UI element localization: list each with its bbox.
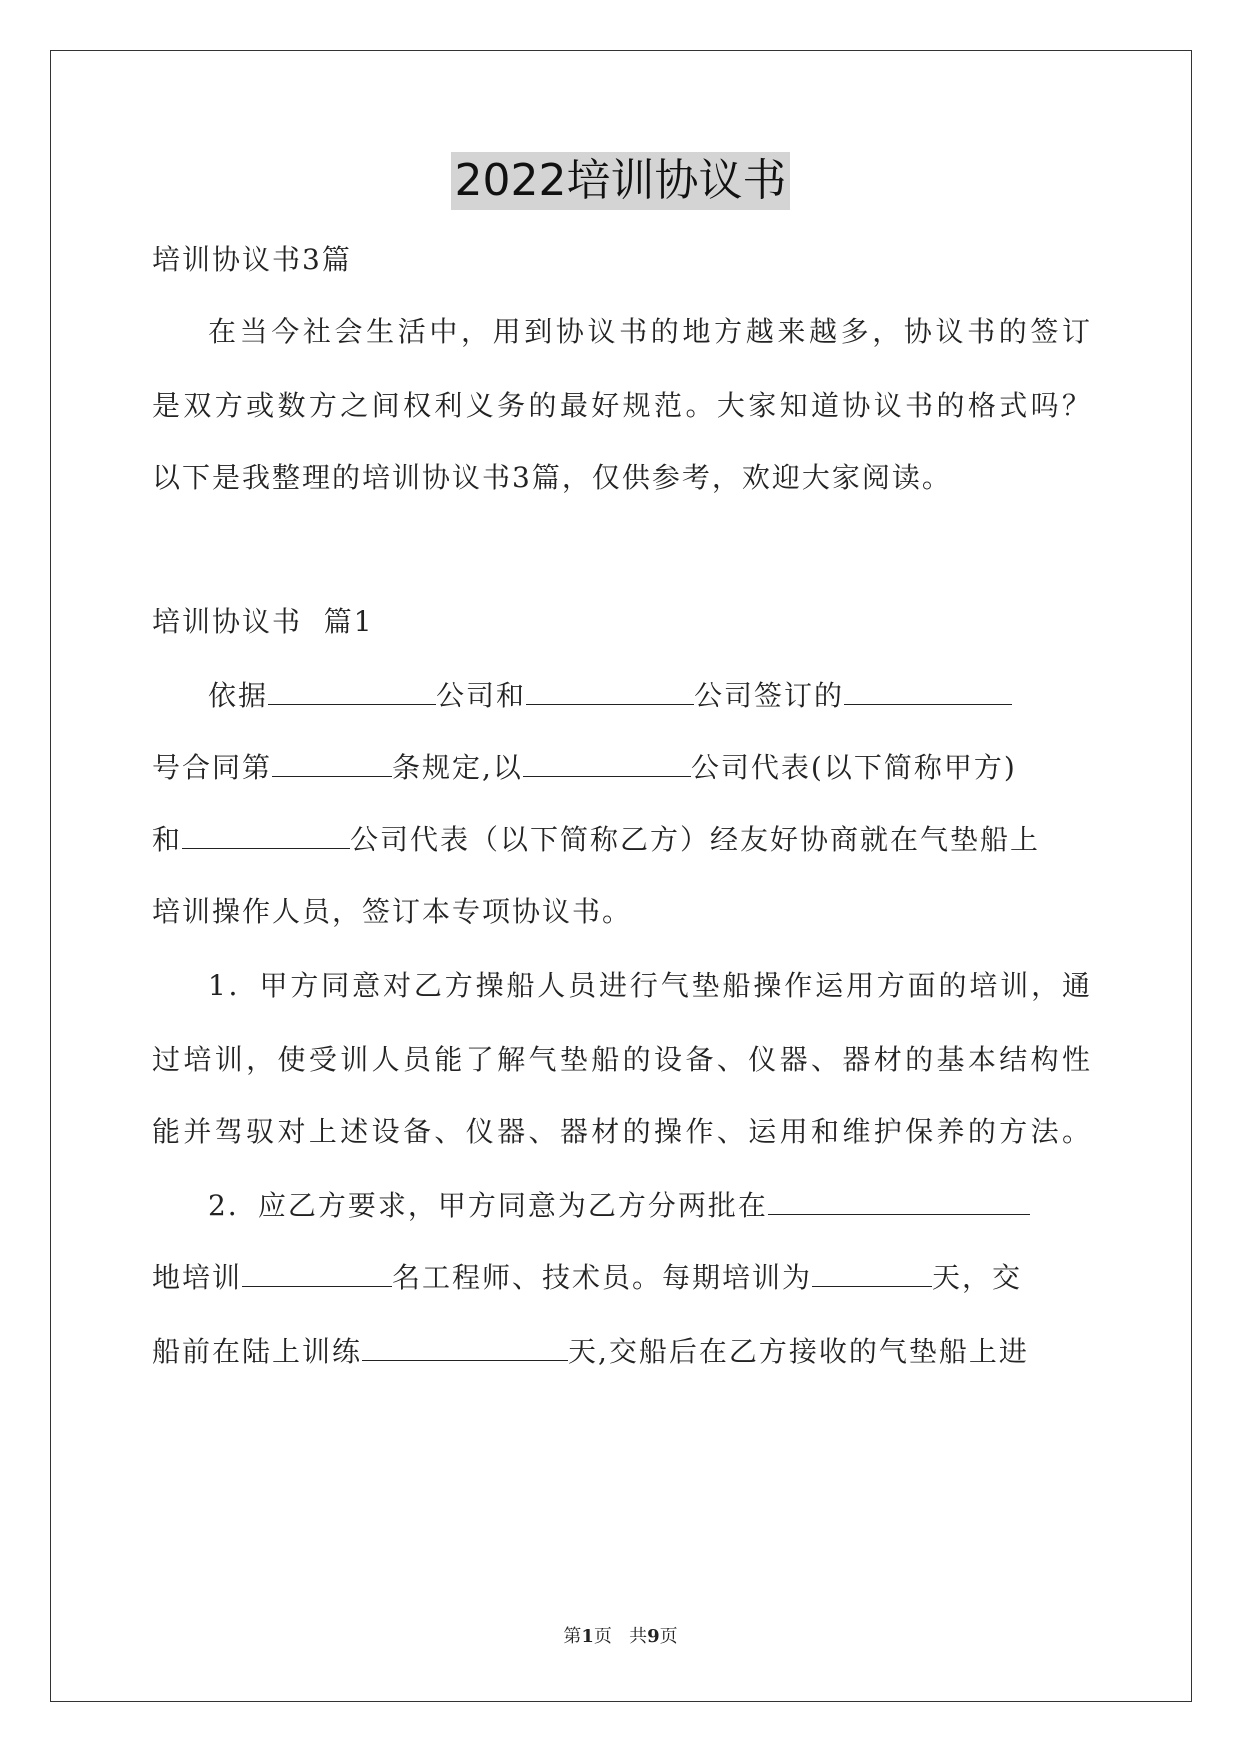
footer-text: 第 (563, 1626, 582, 1647)
para1-text: 公司代表(以下简称甲方) (690, 751, 1017, 784)
para1-text: 条规定,以 (392, 751, 523, 784)
item2-text: 地培训 (152, 1261, 243, 1294)
page-border (50, 50, 1192, 1702)
item2-line-1 (208, 1186, 1092, 1226)
page-footer (0, 1622, 1241, 1648)
blank-field[interactable] (844, 678, 1012, 705)
item2-text: 名工程师、技术员。每期培训为 (392, 1261, 813, 1294)
intro-line-3: 以下是我整理的培训协议书3篇，仅供参考，欢迎大家阅读。 (152, 461, 952, 494)
footer-text: 页 (659, 1626, 678, 1647)
blank-field[interactable] (526, 678, 694, 705)
para1-text: 号合同第 (152, 751, 273, 784)
para1-line-4: 培训操作人员，签订本专项协议书。 (152, 895, 633, 928)
blank-field[interactable] (182, 822, 350, 849)
item2-line-2 (152, 1258, 1092, 1298)
para1-line-1 (208, 676, 1092, 716)
blank-field[interactable] (362, 1334, 568, 1361)
item2-line-3 (152, 1332, 1092, 1372)
item1-line-3: 能并驾驭对上述设备、仪器、器材的操作、运用和维护保养的方法。 (152, 1115, 1092, 1148)
blank-field[interactable] (272, 750, 392, 777)
item2-text: 2．应乙方要求，甲方同意为乙方分两批在 (208, 1189, 768, 1222)
blank-field[interactable] (812, 1260, 932, 1287)
intro-line-1: 在当今社会生活中，用到协议书的地方越来越多，协议书的签订 (208, 315, 1092, 348)
footer-text: 页 共 (593, 1626, 648, 1647)
blank-field[interactable] (768, 1188, 1030, 1215)
para1-text: 和 (152, 823, 183, 856)
document-title: 2022培训协议书 (451, 152, 791, 210)
item2-text: 天，交 (932, 1261, 1023, 1294)
para1-text: 公司签订的 (694, 679, 845, 712)
para1-text: 公司和 (436, 679, 527, 712)
blank-field[interactable] (268, 678, 436, 705)
item2-text: 船前在陆上训练 (152, 1335, 363, 1368)
para1-line-2 (152, 748, 1092, 788)
blank-field[interactable] (523, 750, 691, 777)
item1-line-2: 过培训，使受训人员能了解气垫船的设备、仪器、器材的基本结构性 (152, 1043, 1092, 1076)
subtitle: 培训协议书3篇 (152, 243, 352, 276)
intro-line-2: 是双方或数方之间权利义务的最好规范。大家知道协议书的格式吗？ (152, 389, 1092, 422)
section-heading: 培训协议书 篇1 (152, 605, 374, 638)
total-page-count: 9 (647, 1626, 660, 1647)
item1-line-1: 1．甲方同意对乙方操船人员进行气垫船操作运用方面的培训，通 (208, 969, 1092, 1002)
para1-line-3 (152, 820, 1092, 860)
para1-text: 依据 (208, 679, 269, 712)
para1-text: 公司代表（以下简称乙方）经友好协商就在气垫船上 (350, 823, 1041, 856)
item2-text: 天,交船后在乙方接收的气垫船上进 (568, 1335, 1029, 1368)
blank-field[interactable] (242, 1260, 392, 1287)
title-container (0, 152, 1241, 210)
current-page-number: 1 (581, 1626, 594, 1647)
